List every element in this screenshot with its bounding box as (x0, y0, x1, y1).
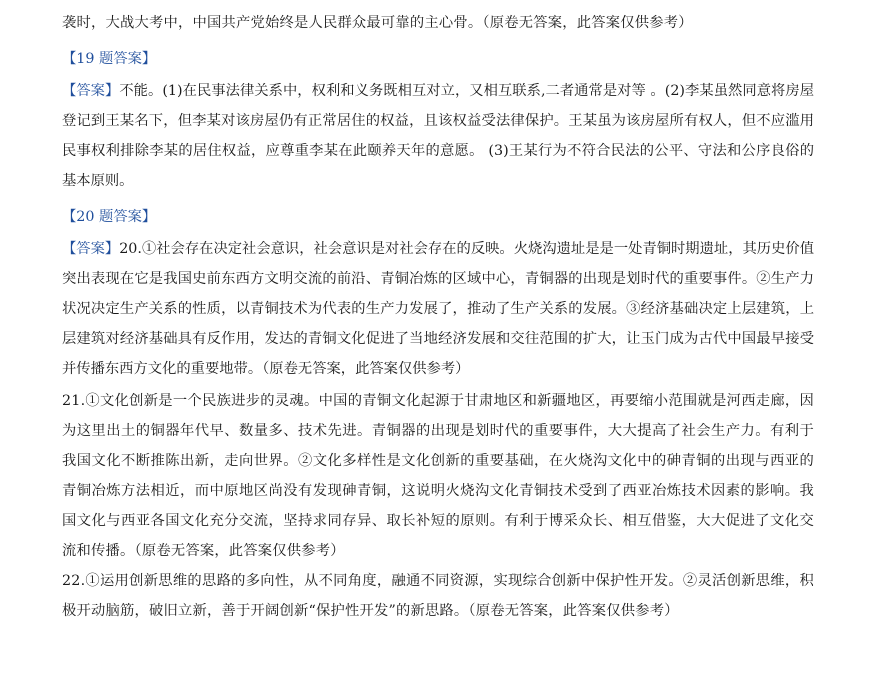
answer-label-20: 【答案】 (62, 241, 120, 257)
paragraph-question-21: 21.①文化创新是一个民族进步的灵魂。中国的青铜文化起源于甘肃地区和新疆地区，再要缩小范围就是河西走廊，因为这里出土的铜器年代早、数量多、技术先进。青铜器的出现是划时代的重要事件，大大提高了社会生产力。有利于我国文化不断推陈出新，走向世界。②文化多样性是文化创新的重要基础，在火烧沟文化中的砷青铜的出现与西亚的青铜冶炼方法相近，而中原地区尚没有发现砷青铜，这说明火烧沟文化青铜技术受到了西亚冶炼技术因素的影响。我国文化与西亚各国文化充分交流，坚持求同存异、取长补短的原则。有利于博采众长、相互借鉴，大大促进了文化交流和传播。（原卷无答案，此答案仅供参考） (62, 393, 814, 559)
answer-body-20 (62, 234, 814, 384)
answer-label-19: 【答案】 (62, 83, 120, 99)
answer-text-19: 不能。(1)在民事法律关系中，权利和义务既相互对立，又相互联系,二者通常是对等 。(2)李某虽然同意将房屋登记到王某名下，但李某对该房屋仍有正常居住的权益，且该权益受法律保护。王某虽为该房屋所有权人，但不应滥用民事权利排除李某的居住权益，应尊重李某在此颐养天年的意愿。 (3)王某行为不符合民法的公平、守法和公序良俗的基本原则。 (62, 83, 815, 189)
paragraph-question-22: 22.①运用创新思维的思路的多向性，从不同角度，融通不同资源，实现综合创新中保护性开发。②灵活创新思维，积极开动脑筋，破旧立新，善于开阔创新“保护性开发”的新思路。（原卷无答案，此答案仅供参考） (62, 573, 814, 619)
answer-tag-20: 【20 题答案】 (62, 209, 157, 225)
answer-text-20: 20.①社会存在决定社会意识，社会意识是对社会存在的反映。火烧沟遗址是是一处青铜时期遗址，其历史价值突出表现在它是我国史前东西方文明交流的前沿、青铜冶炼的区域中心，青铜器的出现是划时代的重要事件。②生产力状况决定生产关系的性质，以青铜技术为代表的生产力发展了，推动了生产关系的发展。③经济基础决定上层建筑，上层建筑对经济基础具有反作用，发达的青铜文化促进了当地经济发展和交往范围的扩大，让玉门成为古代中国最早接受并传播东西方文化的重要地带。（原卷无答案，此答案仅供参考） (62, 241, 815, 377)
answer-tag-19: 【19 题答案】 (62, 51, 157, 67)
answer-body-19 (62, 76, 814, 196)
paragraph-continuation: 袭时，大战大考中，中国共产党始终是人民群众最可靠的主心骨。（原卷无答案，此答案仅供参考） (62, 15, 693, 31)
